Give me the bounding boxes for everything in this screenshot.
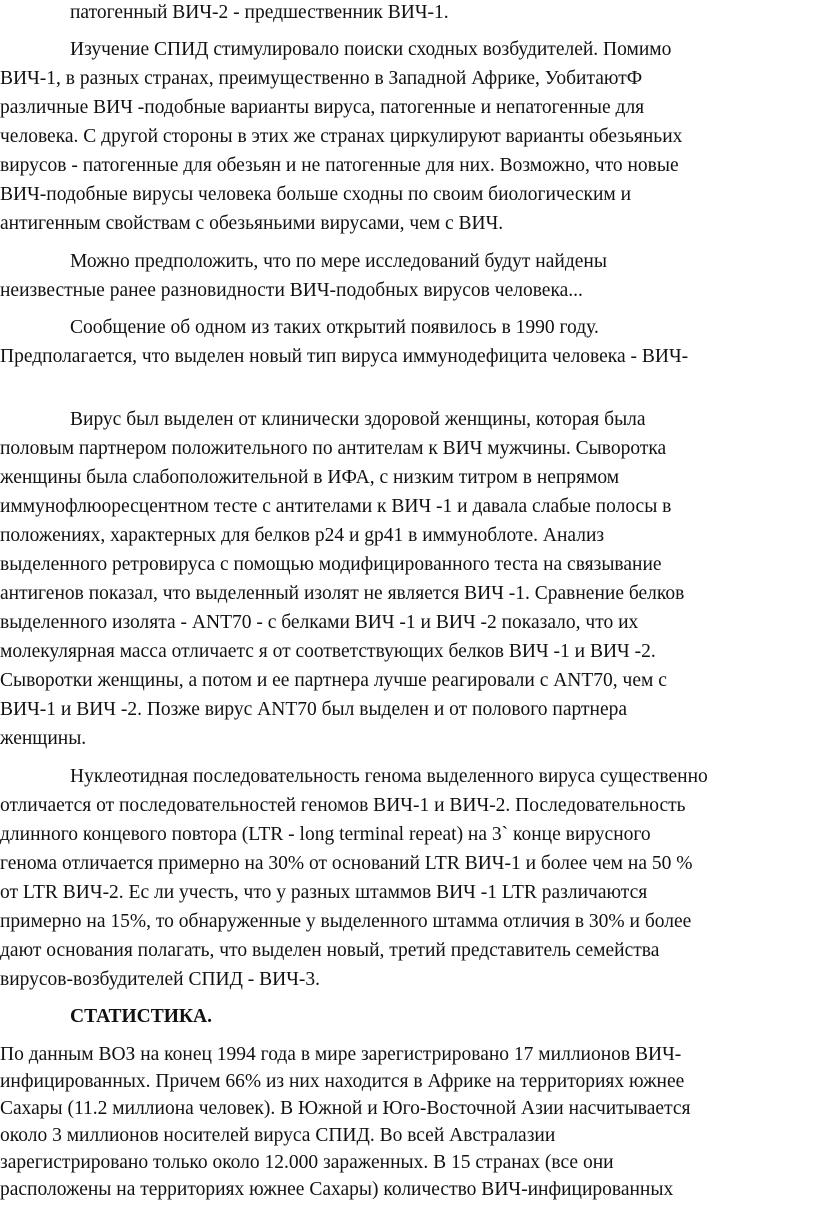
- text-line: молекулярная масса отличаетс я от соответствующих белков ВИЧ -1 и ВИЧ -2.: [0, 641, 656, 662]
- text-line: антигенов показал, что выделенный изолят не является ВИЧ -1. Сравнение белков: [0, 583, 685, 604]
- text-line: около 3 миллионов носителей вируса СПИД. Во всей Австралазии: [0, 1125, 556, 1146]
- text-line: Предполагается, что выделен новый тип вируса иммунодефицита человека - ВИЧ-: [0, 346, 689, 367]
- text-line: ВИЧ-1 и ВИЧ -2. Позже вирус ANT70 был выделен и от полового партнера: [0, 699, 627, 720]
- text-line: генома отличается примерно на 30% от оснований LTR ВИЧ-1 и более чем на 50 %: [0, 853, 693, 874]
- text-line: расположены на территориях южнее Сахары) количество ВИЧ-инфицированных: [0, 1179, 674, 1200]
- text-line: различные ВИЧ -подобные варианты вируса, патогенные и непатогенные для: [0, 97, 645, 118]
- paragraph-first-line: Вирус был выделен от клинически здоровой женщины, которая была: [70, 409, 646, 430]
- text-line: вирусов-возбудителей СПИД - ВИЧ-3.: [0, 969, 321, 990]
- paragraph-first-line: Сообщение об одном из таких открытий появилось в 1990 году.: [70, 317, 599, 338]
- text-line: женщины была слабоположительной в ИФА, с низким титром в непрямом: [0, 467, 620, 488]
- paragraph-first-line: По данным ВОЗ на конец 1994 года в мире зарегистрировано 17 миллионов ВИЧ-: [0, 1044, 682, 1065]
- text-line: человека. С другой стороны в этих же странах циркулируют варианты обезьяньих: [0, 126, 683, 147]
- text-line: дают основания полагать, что выделен новый, третий представитель семейства: [0, 940, 660, 961]
- text-line: антигенным свойствам с обезьяньими вирусами, чем с ВИЧ.: [0, 213, 504, 234]
- text-line: ВИЧ-1, в разных странах, преимущественно в Западной Африке, УобитаютФ: [0, 68, 643, 89]
- paragraph-first-line: Можно предположить, что по мере исследований будут найдены: [70, 251, 607, 272]
- text-line: Сахары (11.2 миллиона человек). В Южной и Юго-Восточной Азии насчитывается: [0, 1098, 691, 1119]
- paragraph-first-line: Нуклеотидная последовательность генома выделенного вируса существенно: [70, 766, 708, 787]
- text-line: Сыворотки женщины, а потом и ее партнера лучше реагировали с ANT70, чем с: [0, 670, 667, 691]
- text-line: выделенного изолята - ANT70 - с белками ВИЧ -1 и ВИЧ -2 показало, что их: [0, 612, 639, 633]
- text-line: выделенного ретровируса с помощью модифицированного теста на связывание: [0, 554, 662, 575]
- text-line: положениях, характерных для белков p24 и gp41 в иммуноблоте. Анализ: [0, 525, 605, 546]
- text-line: патогенный ВИЧ-2 - предшественник ВИЧ-1.: [70, 2, 449, 23]
- text-line: ВИЧ-подобные вирусы человека больше сходны по своим биологическим и: [0, 184, 632, 205]
- text-line: иммунофлюоресцентном тесте с антителами к ВИЧ -1 и давала слабые полосы в: [0, 496, 672, 517]
- text-line: женщины.: [0, 728, 87, 749]
- text-line: половым партнером положительного по антителам к ВИЧ мужчины. Сыворотка: [0, 438, 667, 459]
- text-line: инфицированных. Причем 66% из них находится в Африке на территориях южнее: [0, 1071, 685, 1092]
- text-line: вирусов - патогенные для обезьян и не патогенные для них. Возможно, что новые: [0, 155, 679, 176]
- section-heading: СТАТИСТИКА.: [70, 1006, 213, 1027]
- paragraph-first-line: Изучение СПИД стимулировало поиски сходных возбудителей. Помимо: [70, 39, 672, 60]
- text-line: неизвестные ранее разновидности ВИЧ-подобных вирусов человека...: [0, 280, 583, 301]
- text-line: отличается от последовательностей геномов ВИЧ-1 и ВИЧ-2. Последовательность: [0, 795, 686, 816]
- text-line: от LTR ВИЧ-2. Ес ли учесть, что у разных штаммов ВИЧ -1 LTR различаются: [0, 882, 648, 903]
- text-line: длинного концевого повтора (LTR - long terminal repeat) на 3` конце вирусного: [0, 824, 651, 845]
- text-line: зарегистрировано только около 12.000 зараженных. В 15 странах (все они: [0, 1152, 614, 1173]
- text-line: примерно на 15%, то обнаруженные у выделенного штамма отличия в 30% и более: [0, 911, 692, 932]
